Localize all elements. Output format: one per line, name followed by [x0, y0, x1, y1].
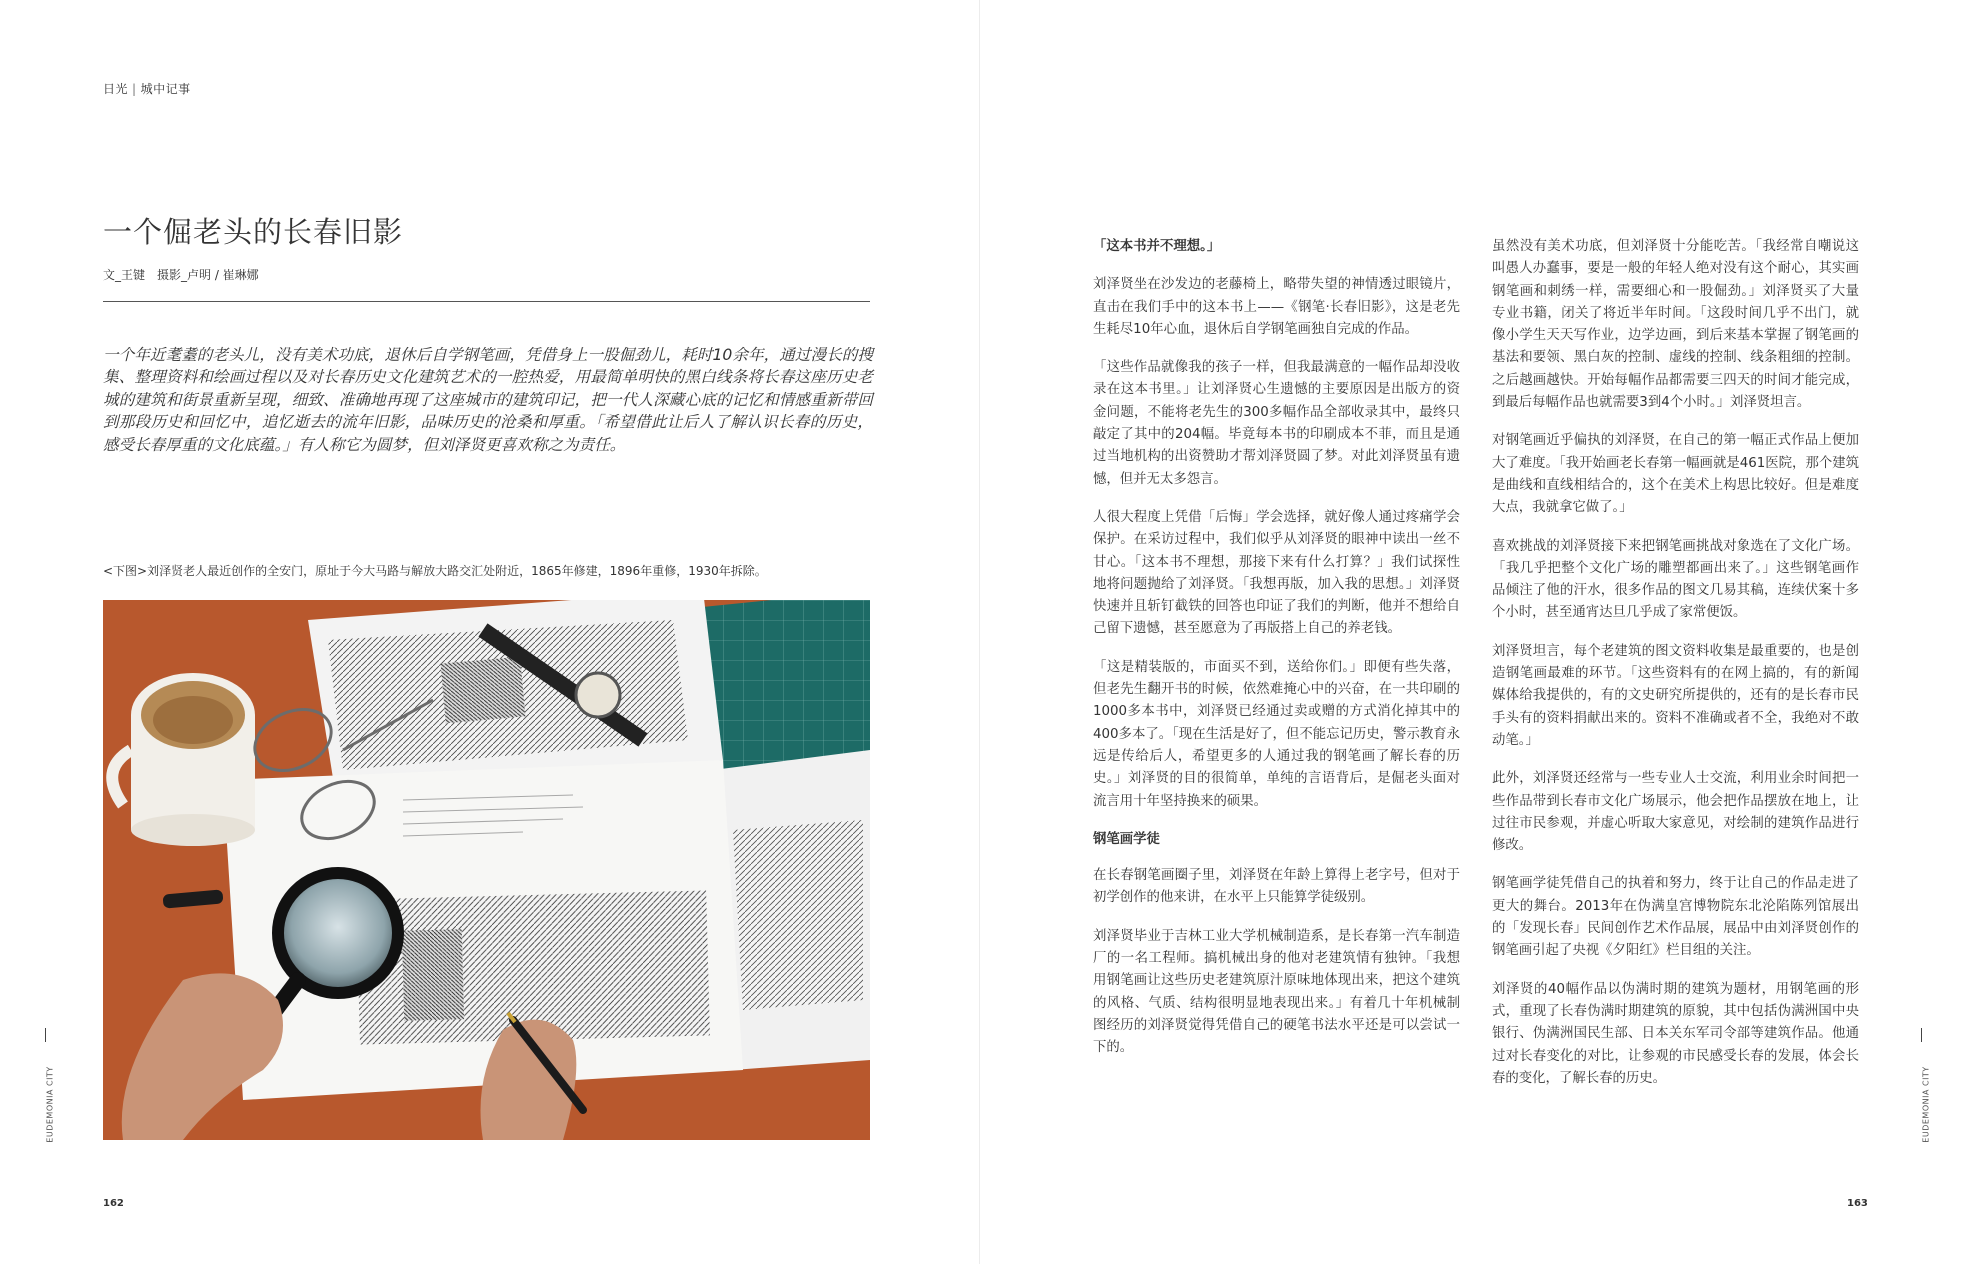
spine-mark-left — [45, 1028, 46, 1042]
section-header — [103, 80, 191, 97]
spine-mark-right — [1921, 1028, 1922, 1042]
photo-illustration — [103, 600, 870, 1140]
paragraph: 在长春钢笔画圈子里，刘泽贤在年龄上算得上老字号，但对于初学创作的他来讲，在水平上只能算学徒级别。 — [1093, 868, 1460, 906]
text-column-2 — [1492, 236, 1859, 1106]
intro-paragraph: 一个年近耄耋的老头儿，没有美术功底，退休后自学钢笔画，凭借身上一股倔劲儿，耗时10余年，通过漫长的搜集、整理资料和绘画过程以及对长春历史文化建筑艺术的一腔热爱，用最简单明快的黑白线条将长春这座历史老城的建筑和街景重新呈现，细致、准确地再现了这座城市的建筑印记，把一代人深藏心底的记忆和情感重新带回到那段历史和回忆中，追忆逝去的流年旧影，品味历史的沧桑和厚重。「希望借此让后人了解认识长春的历史，感受长春厚重的文化底蕴。」有人称它为圆梦，但刘泽贤更喜欢称之为责任。 — [103, 346, 873, 454]
pull-quote-heading: 「这本书并不理想。」 — [1093, 239, 1221, 254]
left-page — [0, 0, 980, 1264]
header-separator: | — [132, 82, 137, 96]
paragraph: 此外，刘泽贤还经常与一些专业人士交流，利用业余时间把一些作品带到长春市文化广场展示，他会把作品摆放在地上，让过往市民参观，并虚心听取大家意见，对绘制的建筑作品进行修改。 — [1492, 771, 1859, 854]
paragraph: 「这是精装版的，市面买不到，送给你们。」即便有些失落，但老先生翻开书的时候，依然难掩心中的兴奋，在一共印刷的1000多本书中，刘泽贤已经通过卖或赠的方式消化掉其中的400多本了。「现在生活是好了，但不能忘记历史，警示教育永远是传给后人，希望更多的人通过我的钢笔画了解长春的历史。」刘泽贤的目的很简单，单纯的言语背后，是倔老头面对流言用十年坚持换来的硕果。 — [1093, 659, 1461, 809]
title-divider — [103, 301, 870, 302]
magazine-name: 日光 — [103, 82, 129, 96]
page-number-right: 163 — [1847, 1198, 1868, 1209]
paragraph: 喜欢挑战的刘泽贤接下来把钢笔画挑战对象选在了文化广场。「我几乎把整个文化广场的雕塑都画出来了。」这些钢笔画作品倾注了他的汗水，很多作品的图文几易其稿，连续伏案十多个小时，甚至通宵达旦几乎成了家常便饭。 — [1492, 538, 1859, 621]
text-column-1 — [1093, 236, 1460, 1076]
spine-label-left: EUDEMONIA CITY — [45, 1066, 55, 1143]
section-subheading: 钢笔画学徒 — [1093, 831, 1160, 847]
page-number-left: 162 — [103, 1198, 124, 1209]
paragraph: 人很大程度上凭借「后悔」学会选择，就好像人通过疼痛学会保护。在采访过程中，我们似乎从刘泽贤的眼神中读出一丝不甘心。「这本书不理想，那接下来有什么打算？」我们试探性地将问题抛给了刘泽贤。「我想再版，加入我的思想。」刘泽贤快速并且斩钉截铁的回答也印证了我们的判断，他并不想给自己留下遗憾，甚至愿意为了再版搭上自己的养老钱。 — [1093, 509, 1460, 637]
paragraph: 对钢笔画近乎偏执的刘泽贤，在自己的第一幅正式作品上便加大了难度。「我开始画老长春第一幅画就是461医院，那个建筑是曲线和直线相结合的，这个在美术上构思比较好。但是难度大点，我就拿它做了。」 — [1492, 433, 1860, 516]
paragraph: 刘泽贤坦言，每个老建筑的图文资料收集是最重要的，也是创造钢笔画最难的环节。「这些资料有的在网上搞的，有的新闻媒体给我提供的，有的文史研究所提供的，还有的是长春市民手头有的资料捐献出来的。资料不准确或者不全，我绝对不敢动笔。」 — [1492, 643, 1859, 748]
paragraph: 虽然没有美术功底，但刘泽贤十分能吃苦。「我经常自嘲说这叫愚人办蠢事，要是一般的年轻人绝对没有这个耐心，其实画钢笔画和刺绣一样，需要细心和一股倔劲。」刘泽贤买了大量专业书籍，闭关了将近半年时间。「这段时间几乎不出门，就像小学生天天写作业，边学边画，到后来基本掌握了钢笔画的基法和要领、黑白灰的控制、虚线的控制、线条粗细的控制。之后越画越快。开始每幅作品都需要三四天的时间才能完成，到最后每幅作品也就需要3到4个小时。」刘泽贤坦言。 — [1492, 239, 1859, 411]
paragraph: 「这些作品就像我的孩子一样，但我最满意的一幅作品却没收录在这本书里。」让刘泽贤心生遗憾的主要原因是出版方的资金问题，不能将老先生的300多幅作品全部收录其中，最终只敲定了其中的204幅。毕竟每本书的印刷成本不菲，而且是通过当地机构的出资赞助才帮刘泽贤圆了梦。对此刘泽贤虽有遗憾，但并无太多怨言。 — [1093, 360, 1460, 487]
photo-caption: <下图>刘泽贤老人最近创作的全安门，原址于今大马路与解放大路交汇处附近，1865年修建，1896年重修，1930年拆除。 — [103, 564, 767, 578]
article-title: 一个倔老头的长春旧影 — [103, 215, 404, 249]
feature-photo — [103, 600, 870, 1140]
byline: 文_王键 摄影_卢明 / 崔琳娜 — [103, 268, 259, 282]
spine-label-right: EUDEMONIA CITY — [1921, 1066, 1931, 1143]
paragraph: 刘泽贤毕业于吉林工业大学机械制造系，是长春第一汽车制造厂的一名工程师。搞机械出身的他对老建筑情有独钟。「我想用钢笔画让这些历史老建筑原汁原味地体现出来，把这个建筑的风格、气质、结构很明显地表现出来。」有着几十年机械制图经历的刘泽贤觉得凭借自己的硬笔书法水平还是可以尝试一下的。 — [1093, 928, 1460, 1056]
paragraph: 钢笔画学徒凭借自己的执着和努力，终于让自己的作品走进了更大的舞台。2013年在伪满皇宫博物院东北沦陷陈列馆展出的「发现长春」民间创作艺术作品展，展品中由刘泽贤创作的钢笔画引起了央视《夕阳红》栏目组的关注。 — [1492, 876, 1859, 959]
paragraph: 刘泽贤的40幅作品以伪满时期的建筑为题材，用钢笔画的形式，重现了长春伪满时期建筑的原貌，其中包括伪满洲国中央银行、伪满洲国民生部、日本关东军司令部等建筑作品。他通过对长春变化的对比，让参观的市民感受长春的发展，体会长春的变化，了解长春的历史。 — [1492, 981, 1859, 1086]
paragraph: 刘泽贤坐在沙发边的老藤椅上，略带失望的神情透过眼镜片，直击在我们手中的这本书上——《钢笔·长春旧影》，这是老先生耗尽10年心血，退休后自学钢笔画独自完成的作品。 — [1093, 277, 1460, 337]
column-name: 城中记事 — [140, 82, 191, 96]
right-page — [980, 0, 1962, 1264]
